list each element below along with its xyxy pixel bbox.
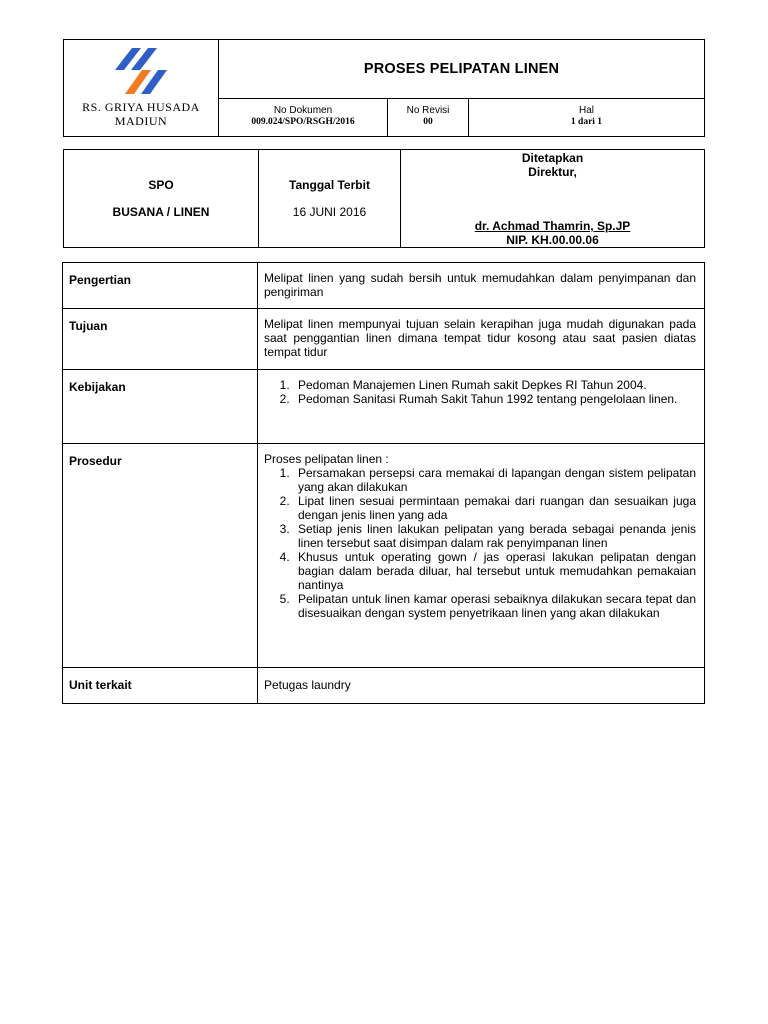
- tujuan-text: Melipat linen mempunyai tujuan selain kerapihan juga mudah digunakan pada saat penggantian linen dimana tempat tidur kosong atau saat pasien diatas tempat tidur: [258, 309, 705, 370]
- kebijakan-list: [264, 378, 696, 406]
- no-revisi-label: No Revisi: [406, 105, 450, 116]
- signer-nip: NIP. KH.00.00.06: [506, 233, 599, 247]
- tujuan-label: Tujuan: [63, 309, 258, 370]
- hal-label: Hal: [578, 105, 594, 116]
- procedure-table: [62, 262, 705, 704]
- logo-cell: [64, 40, 219, 137]
- list-item: 5. Pelipatan untuk linen kamar operasi sebaiknya dilakukan secara tepat dan disesuaikan dengan system penyetrikaan linen yang akan dilakukan: [293, 592, 696, 620]
- list-item: 3. Setiap jenis linen lakukan pelipatan yang berada sebagai penanda jenis linen tersebut saat disimpan dalam rak penyimpanan linen: [293, 522, 696, 550]
- no-dokumen-cell: [219, 99, 388, 137]
- list-item: 1. Pedoman Manajemen Linen Rumah sakit Depkes RI Tahun 2004.: [293, 378, 696, 392]
- spo-category: BUSANA / LINEN: [112, 205, 210, 219]
- direktur-label: Direktur,: [528, 165, 577, 179]
- tanggal-cell: [259, 150, 401, 248]
- signer-name: dr. Achmad Thamrin, Sp.JP: [474, 219, 631, 233]
- spo-cell: [64, 150, 259, 248]
- ditetapkan-cell: [401, 150, 705, 248]
- no-revisi-value: 00: [423, 117, 433, 127]
- hal-cell: [469, 99, 705, 137]
- kebijakan-content: [258, 370, 705, 444]
- list-item: 4. Khusus untuk operating gown / jas operasi lakukan pelipatan dengan bagian dalam berada diluar, hal tersebut untuk memudahkan pemakaian nantinya: [293, 550, 696, 592]
- prosedur-list: [264, 466, 696, 620]
- ditetapkan-label: Ditetapkan: [521, 151, 584, 165]
- hal-value: 1 dari 1: [570, 117, 603, 127]
- pengertian-text: Melipat linen yang sudah bersih untuk memudahkan dalam penyimpanan dan pengiriman: [258, 263, 705, 309]
- unit-terkait-label: Unit terkait: [63, 668, 258, 704]
- spo-label: SPO: [148, 178, 174, 192]
- list-item: 2. Lipat linen sesuai permintaan pemakai dari ruangan dan sesuaikan juga dengan jenis linen yang ada: [293, 494, 696, 522]
- prosedur-label: Prosedur: [63, 444, 258, 668]
- list-item: 2. Pedoman Sanitasi Rumah Sakit Tahun 1992 tentang pengelolaan linen.: [293, 392, 696, 406]
- spo-info-table: [63, 149, 705, 248]
- hospital-logo-icon: [112, 46, 172, 96]
- hospital-name: RS. GRIYA HUSADA MADIUN: [82, 100, 200, 128]
- prosedur-content: [258, 444, 705, 668]
- prosedur-intro: Proses pelipatan linen :: [264, 452, 389, 466]
- document-header: [63, 39, 705, 137]
- kebijakan-label: Kebijakan: [63, 370, 258, 444]
- no-revisi-cell: [388, 99, 469, 137]
- pengertian-label: Pengertian: [63, 263, 258, 309]
- no-dokumen-label: No Dokumen: [273, 105, 333, 116]
- unit-terkait-text: Petugas laundry: [258, 668, 705, 704]
- doc-title: PROSES PELIPATAN LINEN: [219, 40, 705, 99]
- no-dokumen-value: 009.024/SPO/RSGH/2016: [251, 117, 355, 127]
- list-item: 1. Persamakan persepsi cara memakai di lapangan dengan sistem pelipatan yang akan dilakukan: [293, 466, 696, 494]
- tanggal-value: 16 JUNI 2016: [292, 205, 367, 219]
- tanggal-label: Tanggal Terbit: [289, 178, 370, 192]
